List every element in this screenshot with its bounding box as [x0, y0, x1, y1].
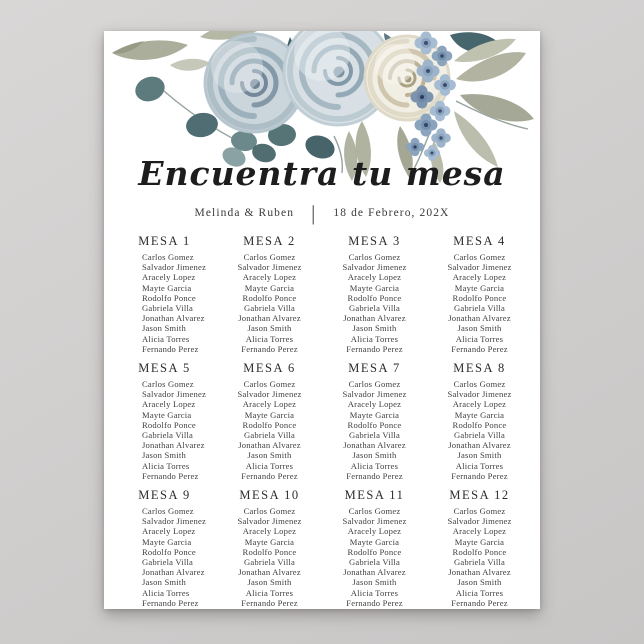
mesa-block [217, 361, 322, 481]
guest-name: Mayte Garcia [454, 536, 505, 547]
mesa-title: MESA 2 [243, 234, 296, 248]
guest-name: Mayte Garcia [349, 282, 400, 293]
guest-name: Alicia Torres [142, 587, 190, 598]
guest-name: Salvador Jimenez [342, 516, 407, 527]
guest-name: Jonathan Alvarez [238, 440, 301, 451]
guest-name: Jonathan Alvarez [142, 440, 205, 451]
guest-list [427, 506, 532, 608]
guest-name: Carlos Gomez [348, 379, 401, 390]
guest-name: Gabriela Villa [453, 430, 506, 441]
guest-name: Aracely Lopez [452, 272, 507, 283]
guest-name: Jonathan Alvarez [238, 567, 301, 578]
guest-name: Salvador Jimenez [447, 389, 512, 400]
guest-name: Alicia Torres [245, 587, 294, 598]
guest-name: Rodolfo Ponce [347, 546, 402, 557]
guest-name: Rodolfo Ponce [452, 546, 507, 557]
mesa-block [427, 361, 532, 481]
guest-name: Jonathan Alvarez [343, 567, 406, 578]
guest-name: Jonathan Alvarez [238, 313, 301, 324]
guest-name: Salvador Jimenez [142, 389, 207, 400]
guest-name: Salvador Jimenez [342, 389, 407, 400]
seating-chart-poster [104, 31, 540, 609]
guest-name: Jonathan Alvarez [142, 567, 205, 578]
guest-name: Gabriela Villa [142, 557, 194, 568]
guest-name: Aracely Lopez [452, 399, 507, 410]
tables-grid [112, 234, 532, 608]
guest-name: Carlos Gomez [243, 252, 296, 262]
guest-name: Jason Smith [457, 323, 502, 334]
mesa-block [217, 234, 322, 354]
guest-name: Mayte Garcia [454, 282, 505, 293]
guest-name: Mayte Garcia [349, 536, 400, 547]
guest-name: Carlos Gomez [243, 379, 296, 390]
guest-name: Jason Smith [352, 577, 397, 588]
guest-list [217, 252, 322, 354]
mesa-title: MESA 5 [138, 361, 191, 376]
mesa-block [217, 488, 322, 608]
guest-list [112, 506, 217, 608]
guest-list [112, 379, 217, 481]
guest-name: Jason Smith [352, 450, 397, 461]
guest-name: Carlos Gomez [142, 506, 194, 517]
guest-name: Alicia Torres [350, 333, 399, 344]
guest-name: Rodolfo Ponce [452, 419, 507, 430]
guest-name: Alicia Torres [245, 333, 294, 344]
guest-name: Mayte Garcia [244, 536, 295, 547]
guest-name: Mayte Garcia [454, 409, 505, 420]
guest-name: Gabriela Villa [142, 430, 194, 441]
guest-name: Fernando Perez [451, 470, 508, 481]
guest-name: Alicia Torres [142, 460, 190, 471]
guest-name: Rodolfo Ponce [142, 419, 196, 430]
guest-name: Carlos Gomez [453, 252, 506, 262]
guest-name: Aracely Lopez [347, 399, 402, 410]
guest-list [322, 252, 427, 354]
guest-name: Gabriela Villa [348, 303, 401, 314]
guest-name: Carlos Gomez [348, 506, 401, 517]
guest-name: Salvador Jimenez [142, 262, 207, 273]
guest-name: Fernando Perez [451, 343, 508, 354]
guest-name: Salvador Jimenez [447, 516, 512, 527]
guest-name: Carlos Gomez [348, 252, 401, 262]
guest-name: Gabriela Villa [348, 557, 401, 568]
guest-name: Jason Smith [142, 577, 186, 588]
guest-name: Aracely Lopez [242, 272, 297, 283]
guest-name: Salvador Jimenez [447, 262, 512, 273]
guest-name: Carlos Gomez [142, 379, 194, 390]
guest-list [112, 252, 217, 354]
guest-name: Mayte Garcia [244, 282, 295, 293]
mesa-title: MESA 11 [344, 488, 405, 503]
guest-name: Rodolfo Ponce [347, 419, 402, 430]
guest-name: Alicia Torres [350, 460, 399, 471]
guest-list [322, 506, 427, 608]
guest-list [217, 379, 322, 481]
guest-list [217, 506, 322, 608]
guest-name: Rodolfo Ponce [347, 292, 402, 303]
guest-list [427, 379, 532, 481]
guest-name: Gabriela Villa [453, 557, 506, 568]
guest-name: Rodolfo Ponce [242, 546, 297, 557]
guest-name: Aracely Lopez [242, 526, 297, 537]
guest-name: Fernando Perez [142, 343, 199, 354]
guest-name: Rodolfo Ponce [142, 292, 196, 303]
guest-name: Mayte Garcia [142, 282, 192, 293]
guest-name: Jason Smith [142, 450, 186, 461]
guest-name: Jason Smith [457, 450, 502, 461]
mesa-title: MESA 4 [453, 234, 506, 248]
guest-name: Jason Smith [352, 323, 397, 334]
guest-name: Alicia Torres [455, 460, 504, 471]
guest-name: Fernando Perez [241, 343, 298, 354]
guest-name: Fernando Perez [241, 597, 298, 608]
guest-name: Fernando Perez [346, 597, 403, 608]
guest-name: Carlos Gomez [243, 506, 296, 517]
guest-name: Fernando Perez [142, 470, 199, 481]
guest-name: Jonathan Alvarez [448, 313, 511, 324]
mesa-block [112, 361, 217, 481]
mesa-title: MESA 10 [239, 488, 300, 503]
guest-name: Rodolfo Ponce [142, 546, 196, 557]
guest-name: Aracely Lopez [142, 526, 196, 537]
subtitle [104, 201, 540, 225]
guest-name: Aracely Lopez [142, 272, 196, 283]
guest-name: Rodolfo Ponce [242, 292, 297, 303]
mesa-title: MESA 9 [138, 488, 191, 503]
guest-name: Aracely Lopez [242, 399, 297, 410]
guest-name: Aracely Lopez [452, 526, 507, 537]
guest-name: Gabriela Villa [243, 557, 296, 568]
mesa-title: MESA 6 [243, 361, 296, 376]
guest-name: Fernando Perez [451, 597, 508, 608]
guest-name: Salvador Jimenez [342, 262, 407, 273]
guest-name: Fernando Perez [241, 470, 298, 481]
guest-name: Jonathan Alvarez [448, 567, 511, 578]
guest-name: Alicia Torres [455, 333, 504, 344]
guest-name: Alicia Torres [455, 587, 504, 598]
guest-name: Aracely Lopez [347, 526, 402, 537]
guest-list [322, 379, 427, 481]
guest-list [427, 252, 532, 354]
guest-name: Fernando Perez [142, 597, 199, 608]
guest-name: Salvador Jimenez [237, 389, 302, 400]
mesa-block [322, 234, 427, 354]
mesa-block [112, 488, 217, 608]
guest-name: Jason Smith [247, 577, 292, 588]
event-date: 18 de Febrero, 202X [333, 207, 450, 219]
guest-name: Rodolfo Ponce [242, 419, 297, 430]
mesa-title: MESA 8 [453, 361, 506, 376]
guest-name: Jonathan Alvarez [448, 440, 511, 451]
mesa-block [427, 234, 532, 354]
subtitle-divider: | [311, 201, 317, 225]
guest-name: Alicia Torres [142, 333, 190, 344]
poster-title: Encuentra tu mesa [138, 154, 506, 193]
guest-name: Salvador Jimenez [237, 516, 302, 527]
guest-name: Jonathan Alvarez [343, 313, 406, 324]
mesa-block [427, 488, 532, 608]
guest-name: Salvador Jimenez [142, 516, 207, 527]
guest-name: Mayte Garcia [244, 409, 295, 420]
guest-name: Carlos Gomez [142, 252, 194, 262]
mesa-block [112, 234, 217, 354]
mesa-block [322, 361, 427, 481]
guest-name: Aracely Lopez [142, 399, 196, 410]
guest-name: Jason Smith [457, 577, 502, 588]
guest-name: Jason Smith [142, 323, 186, 334]
couple-names: Melinda & Ruben [194, 207, 295, 219]
guest-name: Gabriela Villa [348, 430, 401, 441]
guest-name: Fernando Perez [346, 343, 403, 354]
guest-name: Jonathan Alvarez [142, 313, 205, 324]
guest-name: Mayte Garcia [142, 536, 192, 547]
guest-name: Rodolfo Ponce [452, 292, 507, 303]
guest-name: Aracely Lopez [347, 272, 402, 283]
guest-name: Gabriela Villa [243, 303, 296, 314]
guest-name: Gabriela Villa [453, 303, 506, 314]
guest-name: Carlos Gomez [453, 379, 506, 390]
guest-name: Mayte Garcia [142, 409, 192, 420]
mesa-title: MESA 3 [348, 234, 401, 248]
guest-name: Alicia Torres [350, 587, 399, 598]
mesa-block [322, 488, 427, 608]
guest-name: Gabriela Villa [142, 303, 194, 314]
guest-name: Mayte Garcia [349, 409, 400, 420]
guest-name: Carlos Gomez [453, 506, 506, 517]
guest-name: Fernando Perez [346, 470, 403, 481]
mesa-title: MESA 12 [449, 488, 510, 503]
mesa-title: MESA 1 [138, 234, 191, 248]
guest-name: Gabriela Villa [243, 430, 296, 441]
guest-name: Alicia Torres [245, 460, 294, 471]
guest-name: Jason Smith [247, 450, 292, 461]
guest-name: Salvador Jimenez [237, 262, 302, 273]
guest-name: Jonathan Alvarez [343, 440, 406, 451]
guest-name: Jason Smith [247, 323, 292, 334]
mesa-title: MESA 7 [348, 361, 401, 376]
